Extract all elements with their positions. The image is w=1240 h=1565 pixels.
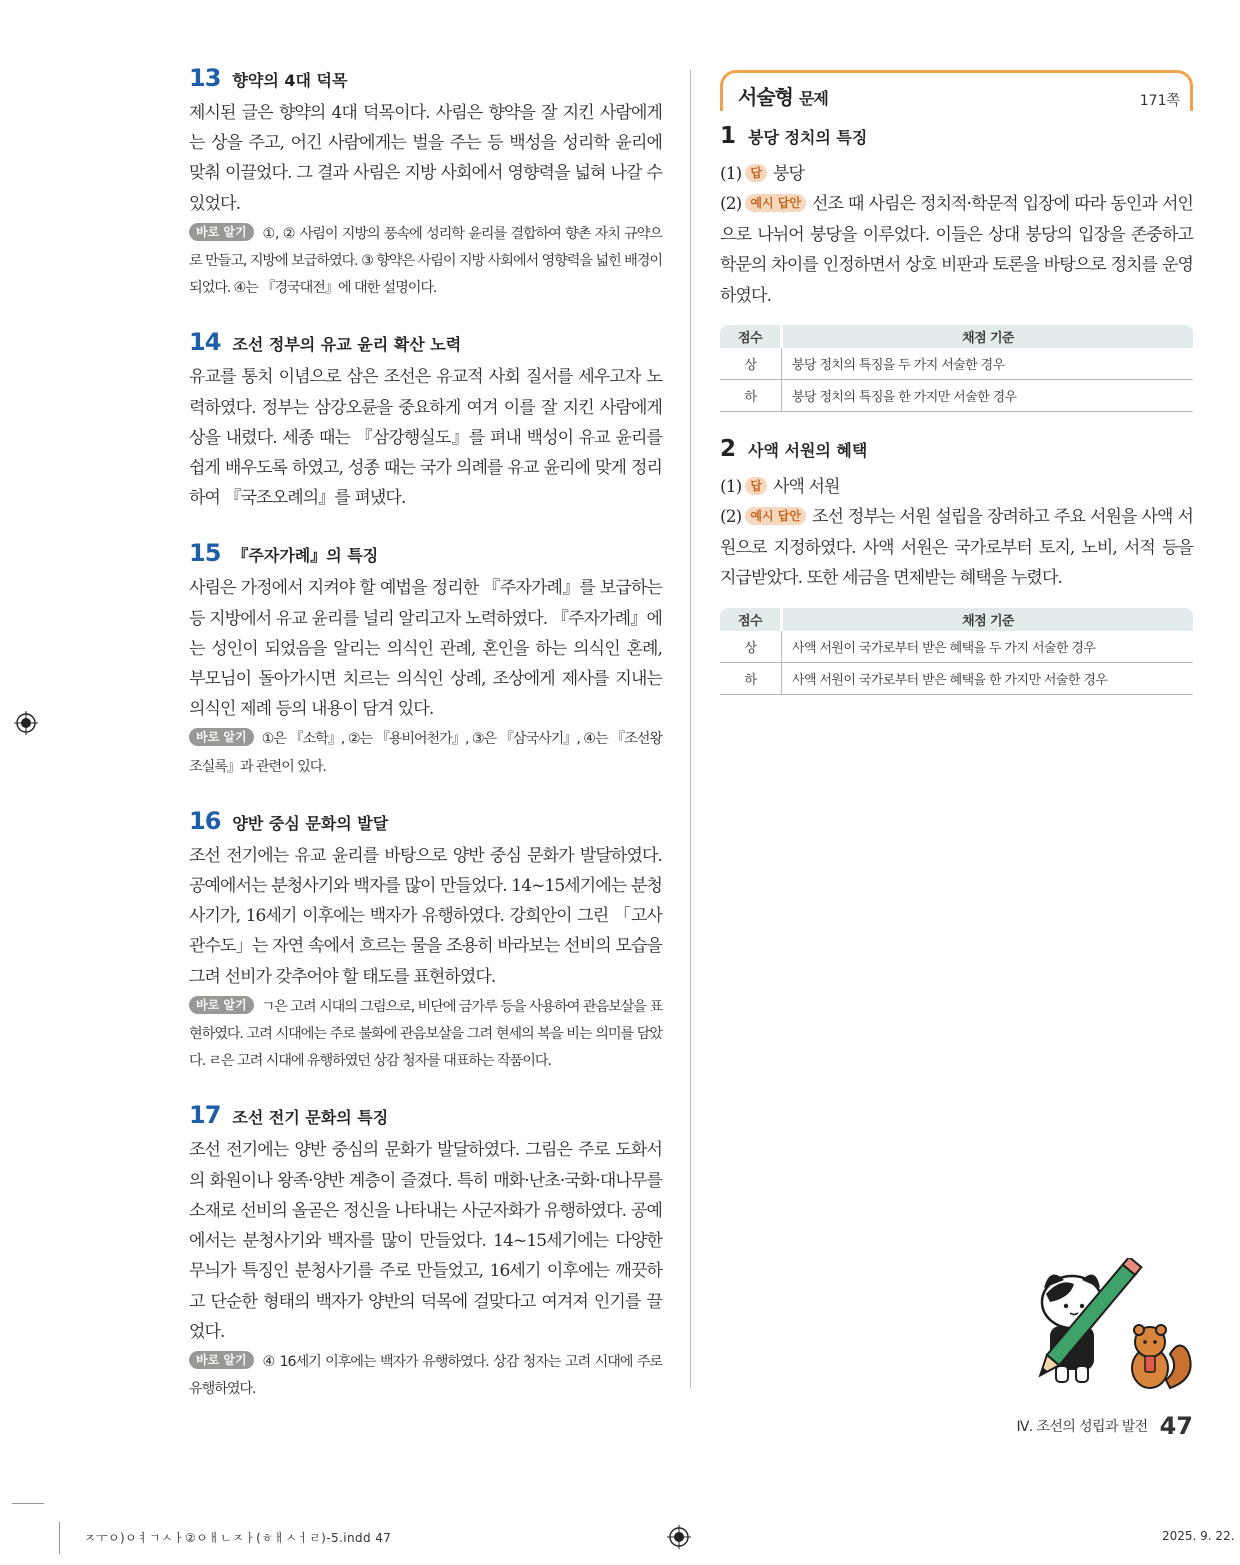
sample-answer-label: 예시 답안 [745,194,806,212]
correction-note [189,221,662,303]
correction-label: 바로 알기 [189,1351,254,1369]
correction-label: 바로 알기 [189,996,254,1014]
question-number: 2 [720,436,737,463]
sample-answer-text: 조선 정부는 서원 설립을 장려하고 주요 서원을 사액 서원으로 지정하였다. 사액 서원은 국가로부터 토지, 노비, 서적 등을 지급받았다. 또한 세금을 면제받는 혜택을 누렸다. [720,507,1193,589]
criterion-cell: 붕당 정치의 특징을 두 가지 서술한 경우 [782,348,1194,380]
question-17 [189,1101,662,1403]
correction-text: ㄱ은 고려 시대의 그림으로, 비단에 금가루 등을 사용하여 관음보살을 표현하였다. 고려 시대에는 주로 불화에 관음보살을 그려 현세의 복을 비는 의미를 담았다. ㄹ은 고려 시대에 유행하였던 상감 청자를 대표하는 작품이다. [189,998,662,1070]
answer-text: 사액 서원 [772,477,840,498]
chapter-title: Ⅳ. 조선의 성립과 발전 [1016,1419,1148,1435]
question-title: 향약의 4대 덕목 [232,71,348,90]
print-slug-filename: ㅈㅜㅇ)ㅇㅕㄱㅅㅏ②ㅇㅐㄴㅈㅏ(ㅎㅐㅅㅓㄹ)-5.indd 47 [84,1531,392,1545]
question-16 [189,807,662,1076]
table-header-row [720,325,1193,348]
question-explanation: 유교를 통치 이념으로 삼은 조선은 유교적 사회 질서를 세우고자 노력하였다. 정부는 삼강오륜을 중요하게 여겨 이를 잘 지킨 사람에게 상을 내렸다. 세종 때는 『삼강행실도』를 펴내 백성이 유교 윤리를 쉽게 배우도록 하였고, 성종 때는 국가 의례를 유교 윤리에 맞게 정리하여 『국조오례의』를 펴냈다. [189,367,662,509]
question-number: 14 [189,328,221,357]
grade-cell: 하 [720,380,782,412]
answer-2 [720,189,1193,311]
criterion-cell: 사액 서원이 국가로부터 받은 혜택을 두 가지 서술한 경우 [782,631,1194,663]
question-title: 조선 전기 문화의 특징 [232,1108,389,1128]
question-number: 1 [720,123,737,149]
answer-prefix: (2) [720,507,742,528]
correction-note [189,726,662,780]
table-row [720,380,1193,412]
page-number: 47 [1159,1412,1193,1440]
registration-mark-icon [14,711,38,735]
crop-mark [59,1522,60,1554]
answer-1 [720,159,1193,189]
question-explanation: 사림은 가정에서 지켜야 할 예법을 정리한 『주자가례』를 보급하는 등 지방에서 유교 윤리를 널리 알리고자 노력하였다. 『주자가례』에는 성인이 되었음을 알리는 의식인 관례, 혼인을 하는 의식인 혼례, 부모님이 돌아가시면 치르는 의식인 상례, 조상에게 제사를 지내는 의식인 제례 등의 내용이 담겨 있다. [189,578,662,720]
answer-label: 답 [745,477,767,495]
grade-cell: 상 [720,348,782,380]
question-14 [189,328,662,513]
question-header [189,64,662,98]
question-number: 13 [189,64,221,92]
answer-prefix: (2) [720,194,742,215]
page-footer [1015,1412,1193,1440]
question-15 [189,539,662,780]
criterion-cell: 사액 서원이 국가로부터 받은 혜택을 한 가지만 서술한 경우 [782,662,1194,694]
scoring-table [720,325,1193,412]
correction-text: ④ 16세기 이후에는 백자가 유행하였다. 상감 청자는 고려 시대에 주로 유행하였다. [189,1353,662,1398]
answer-2 [720,502,1193,593]
question-explanation: 조선 전기에는 유교 윤리를 바탕으로 양반 중심 문화가 발달하였다. 공예에서는 분청사기와 백자를 많이 만들었다. 14~15세기에는 분청사기가, 16세기 이후에는 백자가 유행하였다. 강희안이 그린 「고사관수도」는 자연 속에서 흐르는 물을 조용히 바라보는 선비의 모습을 그려 선비가 갖추어야 할 태도를 표현하였다. [189,845,662,987]
sample-answer-text: 선조 때 사림은 정치적·학문적 입장에 따라 동인과 서인으로 나뉘어 붕당을 이루었다. 이들은 상대 붕당의 입장을 존중하고 학문의 차이를 인정하면서 상호 비판과 토론을 바탕으로 정치를 운영하였다. [720,194,1193,306]
scoring-table [720,608,1193,695]
print-slug-date: 2025. 9. 22. [1162,1529,1235,1543]
question-header [189,328,662,362]
section-title [738,81,828,110]
header-grade: 점수 [720,608,782,631]
essay-question-2 [720,436,1193,695]
sample-answer-label: 예시 답안 [745,507,806,525]
mascot-illustration [1020,1258,1200,1398]
header-criterion: 채점 기준 [782,608,1194,631]
grade-cell: 하 [720,662,782,694]
column-divider [690,70,691,1388]
registration-mark-icon [667,1525,691,1549]
question-explanation: 제시된 글은 향약의 4대 덕목이다. 사림은 향약을 잘 지킨 사람에게는 상을 주고, 어긴 사람에게는 벌을 주는 등 백성을 성리학 윤리에 맞춰 이끌었다. 그 결과 사림은 지방 사회에서 영향력을 넓혀 나갈 수 있었다. [189,103,662,214]
header-grade: 점수 [720,325,782,348]
answer-prefix: (1) [720,477,742,498]
answer-text: 붕당 [772,164,805,184]
question-title: 사액 서원의 혜택 [748,441,868,461]
section-header [720,70,1193,111]
question-title: 붕당 정치의 특징 [748,128,868,147]
section-title-main: 서술형 [738,85,793,109]
answer-1 [720,472,1193,502]
crop-mark [12,1503,44,1504]
correction-text: ①은 『소학』, ②는 『용비어천가』, ③은 『삼국사기』, ④는 『조선왕조실록』과 관련이 있다. [189,731,662,775]
correction-note [189,994,662,1076]
header-criterion: 채점 기준 [782,325,1194,348]
correction-label: 바로 알기 [189,728,254,746]
question-number: 16 [189,806,221,835]
question-number: 15 [189,539,221,568]
table-row [720,662,1193,694]
essay-question-1 [720,123,1193,412]
correction-label: 바로 알기 [189,223,254,241]
table-header-row [720,608,1193,631]
question-title: 조선 정부의 유교 윤리 확산 노력 [232,335,462,355]
section-title-sub: 문제 [798,89,828,108]
criterion-cell: 붕당 정치의 특징을 한 가지만 서술한 경우 [782,380,1194,412]
question-header [189,807,662,841]
correction-text: ①, ② 사림이 지방의 풍속에 성리학 윤리를 결합하여 향촌 자치 규약으로 만들고, 지방에 보급하였다. ③ 향약은 사림이 지방 사회에서 영향력을 넓힌 배경이 되었다. ④는 『경국대전』에 대한 설명이다. [189,225,662,297]
right-column [720,70,1193,695]
question-header [189,1101,662,1135]
squirrel-character [1132,1325,1191,1388]
question-header [720,436,1193,472]
question-number: 17 [189,1101,221,1130]
table-row [720,631,1193,663]
section-page-ref: 171쪽 [1139,93,1180,109]
left-column [189,64,662,1429]
question-title: 양반 중심 문화의 발달 [232,813,389,833]
grade-cell: 상 [720,631,782,663]
question-explanation: 조선 전기에는 양반 중심의 문화가 발달하였다. 그림은 주로 도화서의 화원이나 왕족·양반 계층이 즐겼다. 특히 매화·난초·국화·대나무를 소재로 선비의 올곧은 정신을 나타내는 사군자화가 유행하였다. 공예에서는 분청사기와 백자를 많이 만들었다. 14~15세기에는 다양한 무늬가 특징인 분청사기를 주로 만들었고, 16세기 이후에는 깨끗하고 단순한 형태의 백자가 양반의 덕목에 걸맞다고 여겨져 인기를 끌었다. [189,1140,662,1342]
table-row [720,348,1193,380]
question-header [189,539,662,573]
answer-prefix: (1) [720,164,742,184]
question-13 [189,64,662,302]
question-header [720,123,1193,159]
answer-label: 답 [745,164,767,182]
correction-note [189,1349,662,1403]
question-title: 『주자가례』의 특징 [232,546,379,566]
